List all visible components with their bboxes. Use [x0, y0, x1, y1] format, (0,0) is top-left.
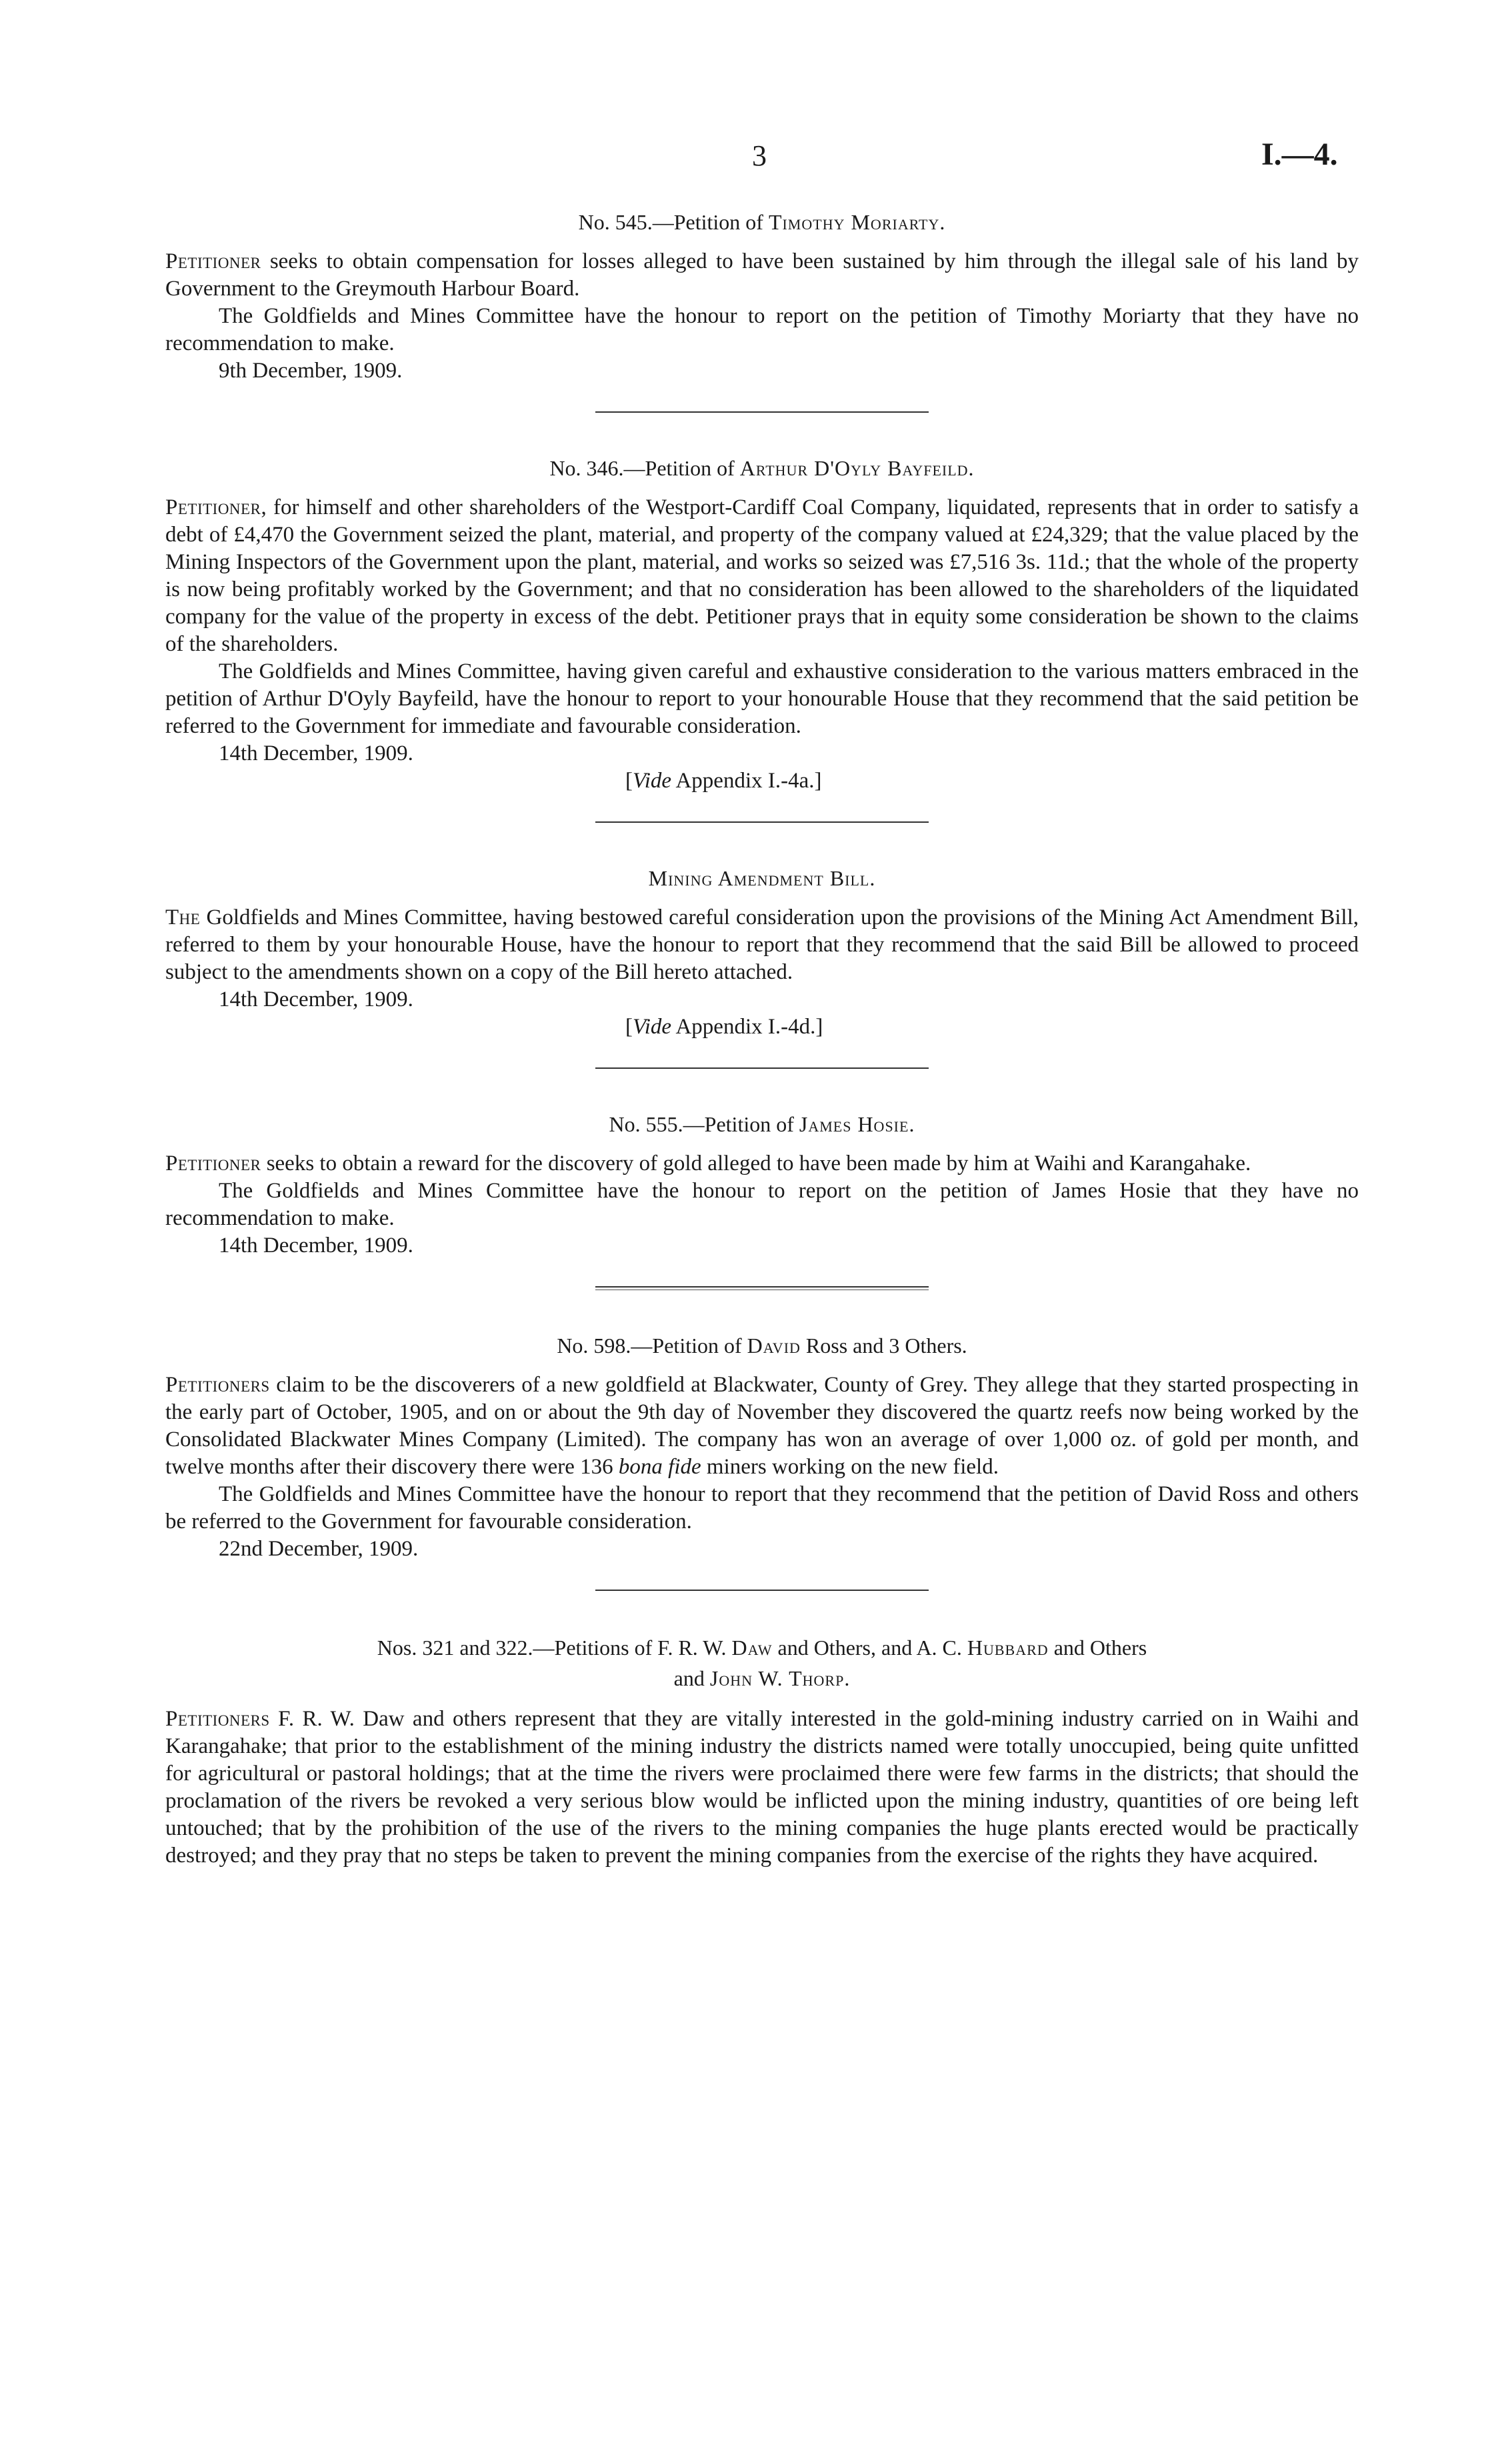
section-heading: No. 346.—Petition of Arthur D'Oyly Bayfeild. [549, 456, 975, 480]
committee-report: The Goldfields and Mines Committee have the honour to report on the petition of Timothy Moriarty that they have no recommendation to make. [165, 304, 1359, 355]
page-content [165, 208, 1359, 1870]
section-divider [595, 1067, 929, 1069]
section-heading: No. 555.—Petition of James Hosie. [609, 1112, 915, 1136]
petition-summary: Petitioner seeks to obtain a reward for the discovery of gold alleged to have been made by him at Waihi and Karangahake. [165, 1151, 1251, 1175]
page-reference: I.—4. [1261, 137, 1338, 172]
section-divider [595, 1286, 929, 1290]
report-date: 14th December, 1909. [219, 741, 413, 765]
committee-report: The Goldfields and Mines Committee, having given careful and exhaustive consideration to the various matters embraced in the petition of Arthur D'Oyly Bayfeild, have the honour to report to your honourable House that they recommend that the said petition be referred to the Government for immediate and favourable consideration. [165, 659, 1359, 738]
petition-545 [165, 208, 1359, 413]
section-heading: No. 598.—Petition of David Ross and 3 Others. [557, 1334, 967, 1358]
section-heading: Mining Amendment Bill. [648, 866, 876, 890]
petition-346 [165, 454, 1359, 823]
report-date: 22nd December, 1909. [219, 1537, 419, 1561]
petition-598 [165, 1332, 1359, 1591]
petitions-321-322 [165, 1632, 1359, 1870]
petition-summary: Petitioner, for himself and other shareholders of the Westport-Cardiff Coal Company, liquidated, represents that in order to satisfy a debt of £4,470 the Government seized the plant, material, and property of the company valued at £24,329; that the value placed by the Mining Inspectors of the Government upon the plant, material, and works so seized was £7,516 3s. 11d.; that the whole of the property is now being profitably worked by the Government; and that no consideration has been allowed to the shareholders of the liquidated company for the value of the property in excess of the debt. Petitioner prays that in equity some consideration be shown to the claims of the shareholders. [165, 495, 1359, 656]
committee-report: The Goldfields and Mines Committee have the honour to report on the petition of James Hosie that they have no recommendation to make. [165, 1179, 1359, 1230]
appendix-reference: [Vide Appendix I.-4a.] [625, 769, 822, 793]
report-date: 14th December, 1909. [219, 987, 413, 1011]
section-divider [595, 821, 929, 823]
appendix-reference: [Vide Appendix I.-4d.] [625, 1015, 823, 1039]
mining-amendment-bill [165, 864, 1359, 1069]
section-divider [595, 1590, 929, 1591]
page-number: 3 [752, 139, 767, 172]
petition-summary: Petitioners claim to be the discoverers of a new goldfield at Blackwater, County of Grey. They allege that they started prospecting in the early part of October, 1905, and on or about the 9th day of November they discovered the quartz reefs now being worked by the Consolidated Blackwater Mines Company (Limited). The company has won an average of over 1,000 oz. of gold per month, and twelve months after their discovery there were 136 bona fide miners working on the new field. [165, 1373, 1359, 1479]
petition-summary: Petitioner seeks to obtain compensation for losses alleged to have been sustained by him through the illegal sale of his land by Government to the Greymouth Harbour Board. [165, 249, 1359, 301]
section-heading: No. 545.—Petition of Timothy Moriarty. [578, 210, 946, 234]
report-date: 9th December, 1909. [219, 359, 403, 383]
section-divider [595, 411, 929, 413]
petition-555 [165, 1110, 1359, 1290]
petition-summary: Petitioners F. R. W. Daw and others represent that they are vitally interested in the gold-mining industry carried on in Waihi and Karangahake; that prior to the establishment of the mining industry the districts named were totally unoccupied, being quite unfitted for agricultural or pastoral holdings; that at the time the rivers were proclaimed there were few farms in the districts; that should the proclamation of the rivers be revoked a very serious blow would be inflicted upon the mining industry, quantities of ore being left untouched; that by the prohibition of the use of the rivers to the mining companies the huge plants erected would be practically destroyed; and they pray that no steps be taken to prevent the mining companies from the exercise of the rights they have acquired. [165, 1707, 1359, 1868]
committee-report: The Goldfields and Mines Committee, having bestowed careful consideration upon the provisions of the Mining Act Amendment Bill, referred to them by your honourable House, have the honour to report that they recommend that the said Bill be allowed to proceed subject to the amendments shown on a copy of the Bill hereto attached. [165, 905, 1359, 984]
section-heading: Nos. 321 and 322.—Petitions of F. R. W. Daw and Others, and A. C. Hubbard and Others and John W. Thorp. [377, 1636, 1147, 1690]
committee-report: The Goldfields and Mines Committee have the honour to report that they recommend that the petition of David Ross and others be referred to the Government for favourable consideration. [165, 1482, 1359, 1534]
report-date: 14th December, 1909. [219, 1234, 413, 1258]
